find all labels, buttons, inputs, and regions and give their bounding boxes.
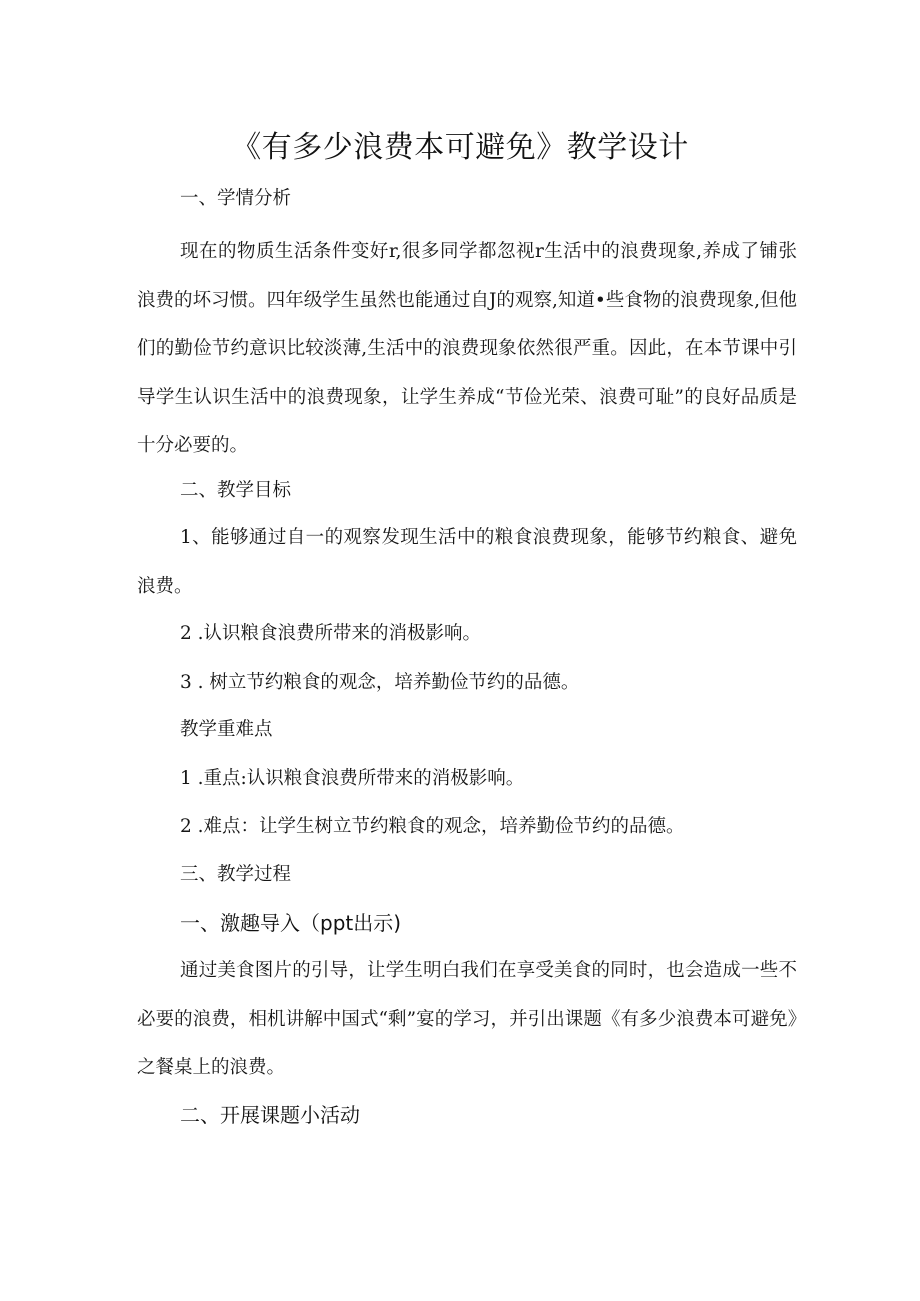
intro-paragraph: 通过美食图片的引导，让学生明白我们在享受美食的同时，也会造成一些不必要的浪费，相机讲解中国式“剩”宴的学习，并引出课题《有多少浪费本可避免》之餐桌上的浪费。	[137, 960, 797, 1078]
goal-item-1: 1、能够通过自一的观察发现生活中的粮食浪费现象，能够节约粮食、避免浪费。	[137, 527, 797, 597]
step-heading-intro: 一、激趣导入（ppt出示)	[180, 911, 402, 935]
keypoints-heading: 教学重难点	[180, 719, 273, 740]
analysis-paragraph: 现在的物质生活条件变好r,很多同学都忽视r生活中的浪费现象,养成了铺张浪费的坏习惯。四年级学生虽然也能通过自J的观察,知道•些食物的浪费现象,但他们的勤俭节约意识比较淡薄,生活中的浪费现象依然很严重。因此，在本节课中引导学生认识生活中的浪费现象，让学生养成“节俭光荣、浪费可耻”的良好品质是十分必要的。	[137, 241, 797, 456]
keypoint-item-2: 2 .难点：让学生树立节约粮食的观念，培养勤俭节约的品德。	[180, 816, 685, 837]
keypoint-item-1: 1 .重点:认识粮食浪费所带来的消极影响。	[180, 768, 525, 789]
section-heading-process: 三、教学过程	[180, 864, 292, 885]
step-heading-activity: 二、开展课题小活动	[180, 1103, 360, 1127]
document-title: 《有多少浪费本可避免》教学设计	[231, 130, 689, 165]
section-heading-goals: 二、教学目标	[180, 480, 292, 501]
section-heading-analysis: 一、学情分析	[180, 188, 292, 209]
goal-item-3: 3 . 树立节约粮食的观念，培养勤俭节约的品德。	[180, 672, 580, 693]
goal-item-2: 2 .认识粮食浪费所带来的消极影响。	[180, 623, 482, 644]
